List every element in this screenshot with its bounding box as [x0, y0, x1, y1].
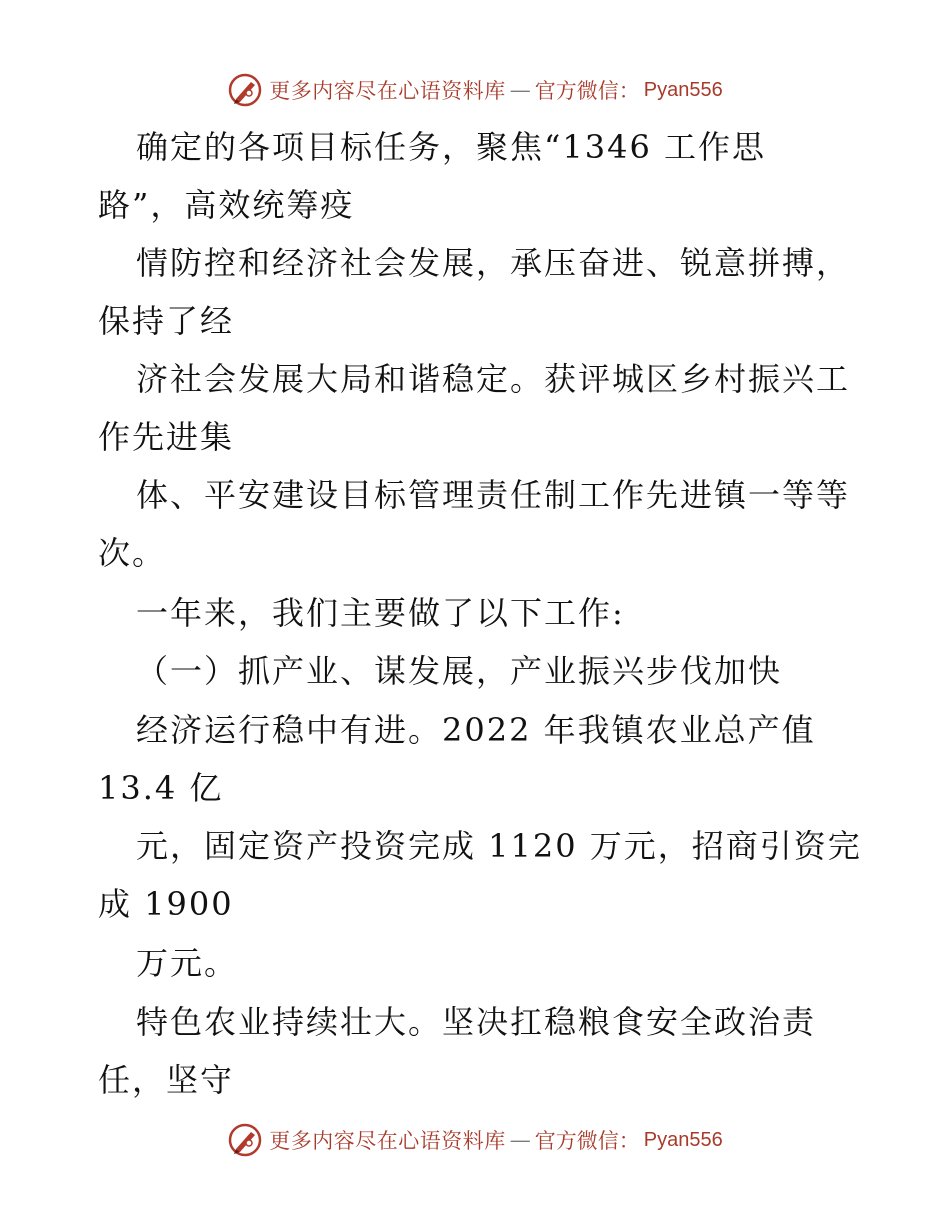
body-line: 元，固定资产投资完成 1120 万元，招商引资完: [136, 827, 862, 865]
body-line: 体、平安建设目标管理责任制工作先进镇一等等: [136, 476, 851, 514]
body-line: 成 1900: [98, 885, 234, 923]
body-line: 次。: [98, 534, 167, 572]
banner-separator: —: [509, 78, 531, 102]
body-line: 情防控和经济社会发展，承压奋进、锐意拼搏，: [136, 244, 851, 282]
body-line: 济社会发展大局和谐稳定。获评城区乡村振兴工: [136, 360, 851, 398]
body-line: 路”，高效统筹疫: [98, 186, 355, 224]
body-line: 确定的各项目标任务，聚焦“1346 工作思: [136, 128, 766, 166]
body-line: 13.4 亿: [98, 769, 224, 807]
body-line: 保持了经: [98, 302, 235, 340]
banner-wechat-id: Pyan556: [643, 78, 723, 101]
body-line: 任，坚守: [98, 1061, 235, 1099]
header-banner: [0, 70, 950, 110]
section-heading: （一）抓产业、谋发展，产业振兴步伐加快: [136, 652, 783, 690]
banner-wechat-id: Pyan556: [643, 1128, 723, 1151]
banner-wechat-label: 官方微信：: [534, 79, 640, 103]
banner-text: 更多内容尽在心语资料库: [269, 79, 506, 103]
banner-separator: —: [509, 1128, 531, 1152]
banner-text: 更多内容尽在心语资料库: [269, 1129, 506, 1153]
banner-wechat-label: 官方微信：: [534, 1129, 640, 1153]
body-line: 万元。: [136, 944, 239, 982]
footer-banner: [0, 1120, 950, 1160]
body-line: 经济运行稳中有进。2022 年我镇农业总产值: [136, 711, 816, 749]
pen-logo-icon: [227, 1122, 263, 1158]
body-line: 作先进集: [98, 418, 235, 456]
pen-logo-icon: [227, 72, 263, 108]
body-line: 一年来，我们主要做了以下工作:: [136, 594, 625, 632]
body-line: 特色农业持续壮大。坚决扛稳粮食安全政治责: [136, 1003, 817, 1041]
